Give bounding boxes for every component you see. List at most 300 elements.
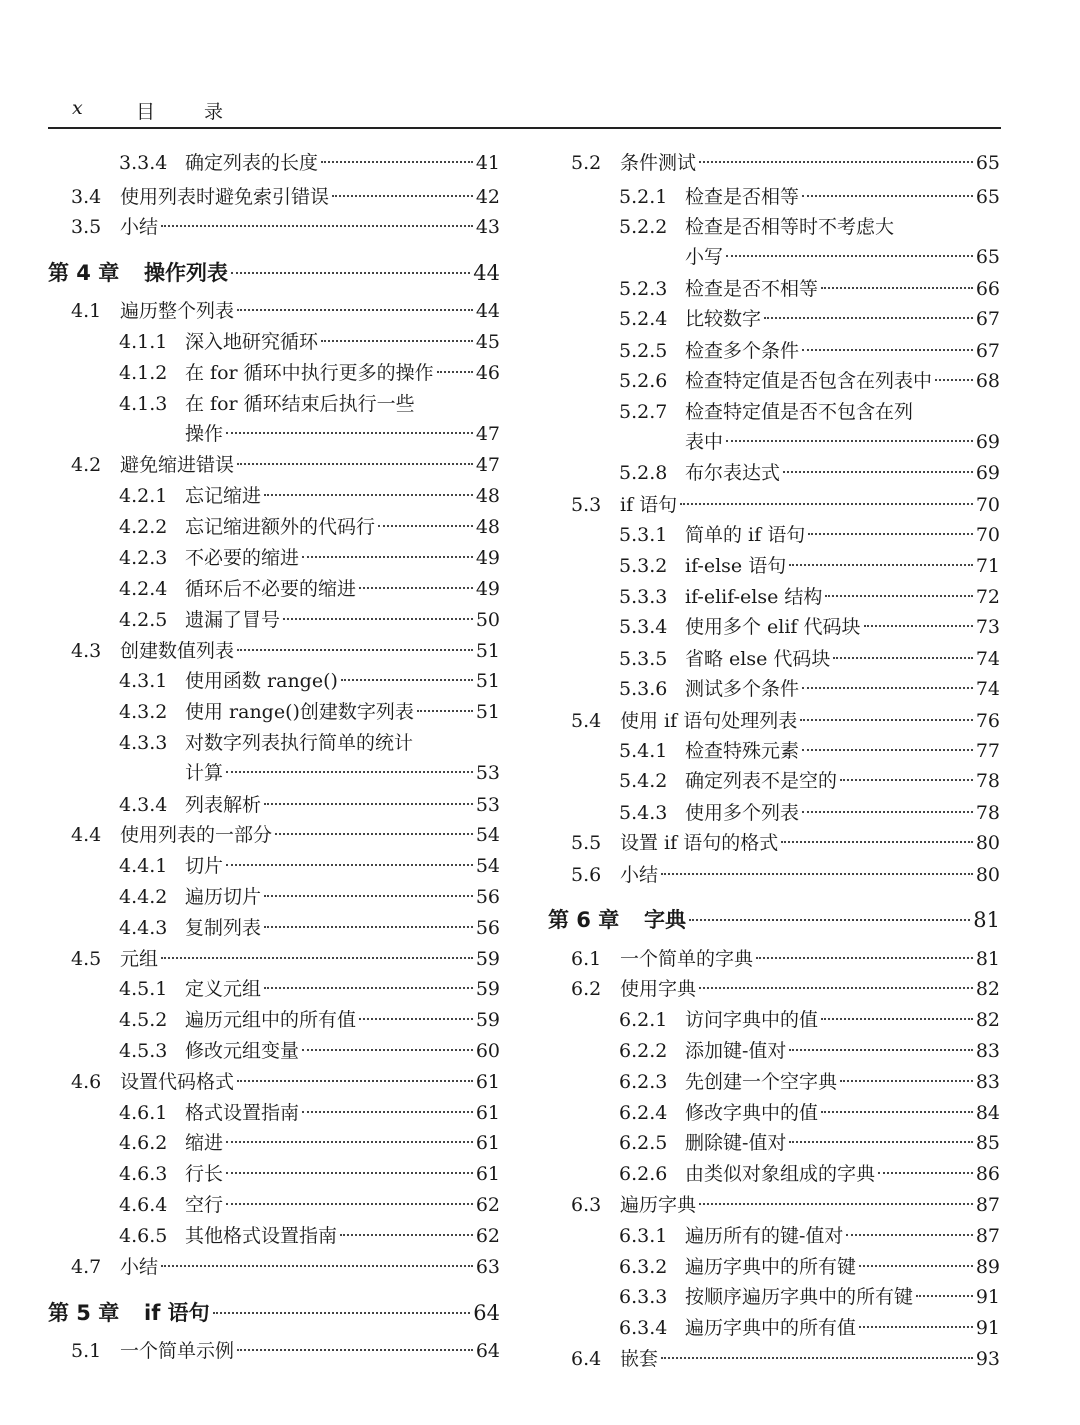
page-number-ref: 46 [475, 362, 500, 384]
section-number: 3.3.4 [119, 152, 168, 174]
page-number-ref: 85 [975, 1132, 1000, 1154]
dot-leader [437, 371, 473, 373]
page-number-ref: 51 [475, 670, 500, 692]
dot-leader [332, 195, 473, 197]
dot-leader [821, 1111, 973, 1113]
section-title: if 语句 [144, 1301, 210, 1325]
dot-leader [846, 1234, 972, 1236]
page-number-ref: 74 [975, 678, 1000, 700]
dot-leader [302, 1049, 473, 1051]
section-title: 定义元组 [185, 978, 262, 1000]
dot-leader [699, 1203, 973, 1205]
section-title: 遍历整个列表 [120, 300, 235, 322]
dot-leader [802, 195, 973, 197]
section-number: 6.2.6 [619, 1163, 668, 1185]
dot-leader [161, 957, 473, 959]
section-title: 测试多个条件 [685, 678, 800, 700]
page-number-ref: 77 [975, 740, 1000, 762]
section-number: 4.6.4 [119, 1194, 168, 1216]
section-title: 遗漏了冒号 [185, 609, 281, 631]
section-title: 使用 range()创建数字列表 [185, 701, 414, 723]
page-number-ref: 61 [475, 1132, 500, 1154]
section-number: 5.6 [571, 864, 602, 886]
section-number: 5.4.1 [619, 740, 668, 762]
section-title: if 语句 [620, 494, 678, 516]
header-title-char-2: 录 [204, 101, 224, 123]
section-title: 使用列表时避免索引错误 [120, 186, 330, 208]
page-number-ref: 73 [975, 616, 1000, 638]
section-title: 访问字典中的值 [685, 1009, 819, 1031]
section-number: 5.3.6 [619, 678, 668, 700]
section-title: 循环后不必要的缩进 [185, 578, 357, 600]
section-number: 4.6 [71, 1071, 102, 1093]
page-number-ref: 91 [975, 1286, 1000, 1308]
section-number: 5.3.2 [619, 555, 668, 577]
dot-leader [226, 432, 473, 434]
section-title: 格式设置指南 [185, 1102, 300, 1124]
dot-leader [935, 379, 973, 381]
section-title: 字典 [644, 908, 686, 932]
section-title: 嵌套 [620, 1348, 659, 1370]
section-title: 省略 else 代码块 [685, 648, 831, 670]
dot-leader [781, 841, 973, 843]
section-title: 按顺序遍历字典中的所有键 [685, 1286, 914, 1308]
section-number: 6.3.1 [619, 1225, 668, 1247]
dot-leader [833, 657, 972, 659]
dot-leader [340, 1234, 473, 1236]
section-number: 4.4.1 [119, 855, 168, 877]
dot-leader [802, 749, 973, 751]
section-number: 6.2.5 [619, 1132, 668, 1154]
section-number: 4.5.1 [119, 978, 168, 1000]
page-number-ref: 42 [475, 186, 500, 208]
dot-leader [764, 317, 973, 319]
section-title: 创建数值列表 [120, 640, 235, 662]
section-title: 对数字列表执行简单的统计 [185, 732, 414, 754]
section-number: 5.3 [571, 494, 602, 516]
page-number-ref: 49 [475, 547, 500, 569]
section-title: 在 for 循环结束后执行一些 [185, 393, 415, 415]
section-number: 5.3.4 [619, 616, 668, 638]
dot-leader [378, 525, 473, 527]
dot-leader [231, 272, 470, 274]
section-title: 检查是否不相等 [685, 278, 819, 300]
dot-leader [756, 957, 973, 959]
section-title: 简单的 if 语句 [685, 524, 806, 546]
section-number: 4.7 [71, 1256, 102, 1278]
dot-leader [699, 161, 973, 163]
section-title: 缩进 [185, 1132, 224, 1154]
page-number-ref: 44 [473, 261, 500, 285]
section-number: 5.3.5 [619, 648, 668, 670]
section-number: 4.2 [71, 454, 102, 476]
dot-leader [802, 687, 973, 689]
section-title: 一个简单示例 [120, 1340, 235, 1362]
section-title: 确定列表的长度 [185, 152, 319, 174]
dot-leader [840, 1080, 973, 1082]
dot-leader [699, 987, 973, 989]
section-title: 遍历字典 [620, 1194, 697, 1216]
dot-leader [264, 987, 473, 989]
section-title: 使用多个列表 [685, 802, 800, 824]
dot-leader [226, 771, 473, 773]
section-title: 遍历所有的键-值对 [685, 1225, 844, 1247]
dot-leader [237, 309, 473, 311]
dot-leader [237, 1349, 473, 1351]
section-number: 4.2.5 [119, 609, 168, 631]
dot-leader [821, 287, 973, 289]
section-title: 设置 if 语句的格式 [620, 832, 779, 854]
page-number-ref: 54 [475, 855, 500, 877]
section-title: 遍历切片 [185, 886, 262, 908]
section-number: 第 4 章 [48, 261, 120, 285]
page-number-ref: 51 [475, 701, 500, 723]
section-title: 检查特定值是否不包含在列 [685, 401, 914, 423]
header-title-char-1: 目 [136, 101, 156, 123]
section-title: 空行 [185, 1194, 224, 1216]
section-number: 5.2.8 [619, 462, 668, 484]
section-title: 复制列表 [185, 917, 262, 939]
dot-leader [864, 625, 973, 627]
page-number-ref: 54 [475, 824, 500, 846]
dot-leader [213, 1312, 471, 1314]
dot-leader [264, 803, 473, 805]
section-number: 4.5 [71, 948, 102, 970]
section-number: 4.2.1 [119, 485, 168, 507]
page-number-ref: 56 [475, 917, 500, 939]
section-title-continuation: 计算 [185, 762, 224, 784]
section-number: 4.2.4 [119, 578, 168, 600]
section-number: 第 5 章 [48, 1301, 120, 1325]
dot-leader [161, 225, 473, 227]
page-number-ref: 53 [475, 794, 500, 816]
section-number: 5.2.7 [619, 401, 668, 423]
page-number-ref: 48 [475, 516, 500, 538]
page-number-ref: 68 [975, 370, 1000, 392]
page-number-ref: 48 [475, 485, 500, 507]
section-number: 4.6.5 [119, 1225, 168, 1247]
page-number-ref: 69 [975, 462, 1000, 484]
dot-leader [916, 1295, 973, 1297]
section-number: 4.2.3 [119, 547, 168, 569]
dot-leader [226, 1141, 473, 1143]
section-title: 检查特殊元素 [685, 740, 800, 762]
section-number: 6.1 [571, 948, 602, 970]
dot-leader [661, 1357, 973, 1359]
page-number-ref: 78 [975, 802, 1000, 824]
page-number-ref: 62 [475, 1194, 500, 1216]
dot-leader [264, 926, 473, 928]
section-number: 5.2.5 [619, 340, 668, 362]
section-title: 一个简单的字典 [620, 948, 754, 970]
dot-leader [726, 440, 973, 442]
page-number-ref: 45 [475, 331, 500, 353]
section-number: 6.3.4 [619, 1317, 668, 1339]
dot-leader [237, 649, 473, 651]
dot-leader [226, 1172, 473, 1174]
page-number-ref: 47 [475, 454, 500, 476]
section-number: 5.2.6 [619, 370, 668, 392]
section-number: 4.1.3 [119, 393, 168, 415]
section-number: 3.4 [71, 186, 102, 208]
section-number: 4.6.1 [119, 1102, 168, 1124]
page-number-ref: 64 [473, 1301, 500, 1325]
section-title: 在 for 循环中执行更多的操作 [185, 362, 434, 384]
page-number-ref: 84 [975, 1102, 1000, 1124]
dot-leader [661, 873, 973, 875]
page-header [48, 95, 1001, 129]
dot-leader [726, 255, 973, 257]
section-number: 3.5 [71, 216, 102, 238]
section-number: 4.3.2 [119, 701, 168, 723]
section-title: 设置代码格式 [120, 1071, 235, 1093]
dot-leader [283, 618, 473, 620]
section-title: 使用函数 range() [185, 670, 338, 692]
section-title: if-elif-else 结构 [685, 586, 823, 608]
page-number-ref: 66 [975, 278, 1000, 300]
section-title: 操作列表 [144, 261, 228, 285]
section-title: 避免缩进错误 [120, 454, 235, 476]
section-number: 4.1.1 [119, 331, 168, 353]
page-number-ref: 61 [475, 1163, 500, 1185]
section-title: 其他格式设置指南 [185, 1225, 338, 1247]
page-number-ref: 83 [975, 1040, 1000, 1062]
section-title: 遍历元组中的所有值 [185, 1009, 357, 1031]
section-title: 由类似对象组成的字典 [685, 1163, 876, 1185]
section-number: 4.1 [71, 300, 102, 322]
section-title: 小结 [620, 864, 659, 886]
section-title: 忘记缩进额外的代码行 [185, 516, 376, 538]
section-title: 遍历字典中的所有值 [685, 1317, 857, 1339]
section-number: 4.3.3 [119, 732, 168, 754]
section-title-continuation: 小写 [685, 246, 724, 268]
dot-leader [264, 494, 473, 496]
page-number-ref: 76 [975, 710, 1000, 732]
page-number-ref: 61 [475, 1102, 500, 1124]
dot-leader [859, 1265, 973, 1267]
section-number: 5.5 [571, 832, 602, 854]
page-number-ref: 53 [475, 762, 500, 784]
page-number-ref: 82 [975, 978, 1000, 1000]
page-number-ref: 81 [973, 908, 1000, 932]
page-number-ref: 87 [975, 1194, 1000, 1216]
page-number-ref: 74 [975, 648, 1000, 670]
section-title: 检查特定值是否包含在列表中 [685, 370, 933, 392]
dot-leader [789, 1141, 972, 1143]
page-number-ref: 65 [975, 186, 1000, 208]
page-number-ref: 43 [475, 216, 500, 238]
section-number: 5.2.1 [619, 186, 668, 208]
page-number-ref: 41 [475, 152, 500, 174]
page-number-ref: 65 [975, 246, 1000, 268]
dot-leader [359, 587, 473, 589]
dot-leader [359, 1018, 473, 1020]
section-number: 5.2.2 [619, 216, 668, 238]
page-number-ref: 49 [475, 578, 500, 600]
section-number: 5.1 [71, 1340, 102, 1362]
section-title: 修改字典中的值 [685, 1102, 819, 1124]
dot-leader [789, 1049, 972, 1051]
page-number-ref: 89 [975, 1256, 1000, 1278]
section-number: 6.2.3 [619, 1071, 668, 1093]
section-number: 5.3.3 [619, 586, 668, 608]
dot-leader [800, 719, 973, 721]
dot-leader [680, 503, 973, 505]
dot-leader [878, 1172, 973, 1174]
section-title: 检查是否相等时不考虑大 [685, 216, 895, 238]
section-title: 比较数字 [685, 308, 762, 330]
dot-leader [321, 161, 473, 163]
section-title: 确定列表不是空的 [685, 770, 838, 792]
dot-leader [821, 1018, 973, 1020]
dot-leader [302, 1111, 473, 1113]
section-title: 元组 [120, 948, 159, 970]
section-title: 删除键-值对 [685, 1132, 787, 1154]
section-number: 6.2.2 [619, 1040, 668, 1062]
section-title: 小结 [120, 1256, 159, 1278]
section-title: 布尔表达式 [685, 462, 781, 484]
dot-leader [840, 779, 973, 781]
page-number-ref: 59 [475, 1009, 500, 1031]
section-title: 使用 if 语句处理列表 [620, 710, 798, 732]
section-title: 检查是否相等 [685, 186, 800, 208]
section-title: 行长 [185, 1163, 224, 1185]
section-title: if-else 语句 [685, 555, 787, 577]
dot-leader [802, 811, 973, 813]
section-number: 4.4.3 [119, 917, 168, 939]
page-number-ref: 67 [975, 308, 1000, 330]
dot-leader [321, 340, 473, 342]
section-title: 使用多个 elif 代码块 [685, 616, 861, 638]
dot-leader [275, 833, 473, 835]
page-number-ref: 64 [475, 1340, 500, 1362]
section-title: 不必要的缩进 [185, 547, 300, 569]
page-number-ref: 56 [475, 886, 500, 908]
dot-leader [226, 864, 473, 866]
section-number: 4.3 [71, 640, 102, 662]
dot-leader [226, 1203, 473, 1205]
section-title: 使用字典 [620, 978, 697, 1000]
page-number-ref: 93 [975, 1348, 1000, 1370]
dot-leader [689, 919, 970, 921]
section-number: 5.3.1 [619, 524, 668, 546]
page-number-ref: 80 [975, 832, 1000, 854]
section-title: 添加键-值对 [685, 1040, 787, 1062]
page-number-ref: 65 [975, 152, 1000, 174]
dot-leader [859, 1326, 973, 1328]
section-number: 4.5.2 [119, 1009, 168, 1031]
page-number-ref: 72 [975, 586, 1000, 608]
section-title: 修改元组变量 [185, 1040, 300, 1062]
section-number: 6.3.3 [619, 1286, 668, 1308]
page-number-ref: 70 [975, 524, 1000, 546]
page-number-ref: 62 [475, 1225, 500, 1247]
section-title: 忘记缩进 [185, 485, 262, 507]
page-number-ref: 59 [475, 978, 500, 1000]
section-number: 4.6.3 [119, 1163, 168, 1185]
page-number-ref: 50 [475, 609, 500, 631]
section-title: 检查多个条件 [685, 340, 800, 362]
section-number: 第 6 章 [548, 908, 620, 932]
page-number-ref: 82 [975, 1009, 1000, 1031]
page-number-ref: 69 [975, 431, 1000, 453]
page-number-ref: 44 [475, 300, 500, 322]
dot-leader [789, 564, 973, 566]
section-number: 6.3 [571, 1194, 602, 1216]
page-number-ref: 63 [475, 1256, 500, 1278]
section-number: 6.2.4 [619, 1102, 668, 1124]
section-title: 列表解析 [185, 794, 262, 816]
page-number-ref: 81 [975, 948, 1000, 970]
section-title: 小结 [120, 216, 159, 238]
page-number-ref: 70 [975, 494, 1000, 516]
dot-leader [161, 1265, 473, 1267]
page-number-ref: 91 [975, 1317, 1000, 1339]
dot-leader [808, 533, 973, 535]
section-number: 6.4 [571, 1348, 602, 1370]
dot-leader [237, 463, 473, 465]
dot-leader [302, 556, 473, 558]
section-title: 使用列表的一部分 [120, 824, 273, 846]
dot-leader [264, 895, 473, 897]
section-title: 遍历字典中的所有键 [685, 1256, 857, 1278]
section-title: 先创建一个空字典 [685, 1071, 838, 1093]
section-title: 切片 [185, 855, 224, 877]
page-number-ref: 60 [475, 1040, 500, 1062]
dot-leader [825, 595, 972, 597]
section-number: 4.5.3 [119, 1040, 168, 1062]
section-title-continuation: 表中 [685, 431, 724, 453]
dot-leader [237, 1080, 473, 1082]
section-number: 4.6.2 [119, 1132, 168, 1154]
page-number-ref: 59 [475, 948, 500, 970]
page-number-ref: 61 [475, 1071, 500, 1093]
page-number-ref: 83 [975, 1071, 1000, 1093]
section-number: 5.4.3 [619, 802, 668, 824]
page-number-ref: 47 [475, 423, 500, 445]
section-title: 条件测试 [620, 152, 697, 174]
section-number: 5.2 [571, 152, 602, 174]
dot-leader [341, 679, 473, 681]
section-number: 6.2.1 [619, 1009, 668, 1031]
page-number-ref: 87 [975, 1225, 1000, 1247]
section-number: 4.1.2 [119, 362, 168, 384]
section-number: 4.2.2 [119, 516, 168, 538]
section-number: 4.3.4 [119, 794, 168, 816]
section-number: 5.4 [571, 710, 602, 732]
section-number: 6.2 [571, 978, 602, 1000]
section-number: 4.3.1 [119, 670, 168, 692]
section-title: 深入地研究循环 [185, 331, 319, 353]
section-number: 4.4 [71, 824, 102, 846]
page-number-ref: 67 [975, 340, 1000, 362]
section-title-continuation: 操作 [185, 423, 224, 445]
section-number: 5.4.2 [619, 770, 668, 792]
dot-leader [802, 349, 973, 351]
page-number-ref: 71 [975, 555, 1000, 577]
page-number: x [72, 97, 83, 119]
page-number-ref: 86 [975, 1163, 1000, 1185]
section-number: 4.4.2 [119, 886, 168, 908]
section-number: 5.2.4 [619, 308, 668, 330]
page-number-ref: 51 [475, 640, 500, 662]
section-number: 5.2.3 [619, 278, 668, 300]
dot-leader [417, 710, 473, 712]
page-number-ref: 78 [975, 770, 1000, 792]
page-number-ref: 80 [975, 864, 1000, 886]
section-number: 6.3.2 [619, 1256, 668, 1278]
dot-leader [783, 471, 973, 473]
